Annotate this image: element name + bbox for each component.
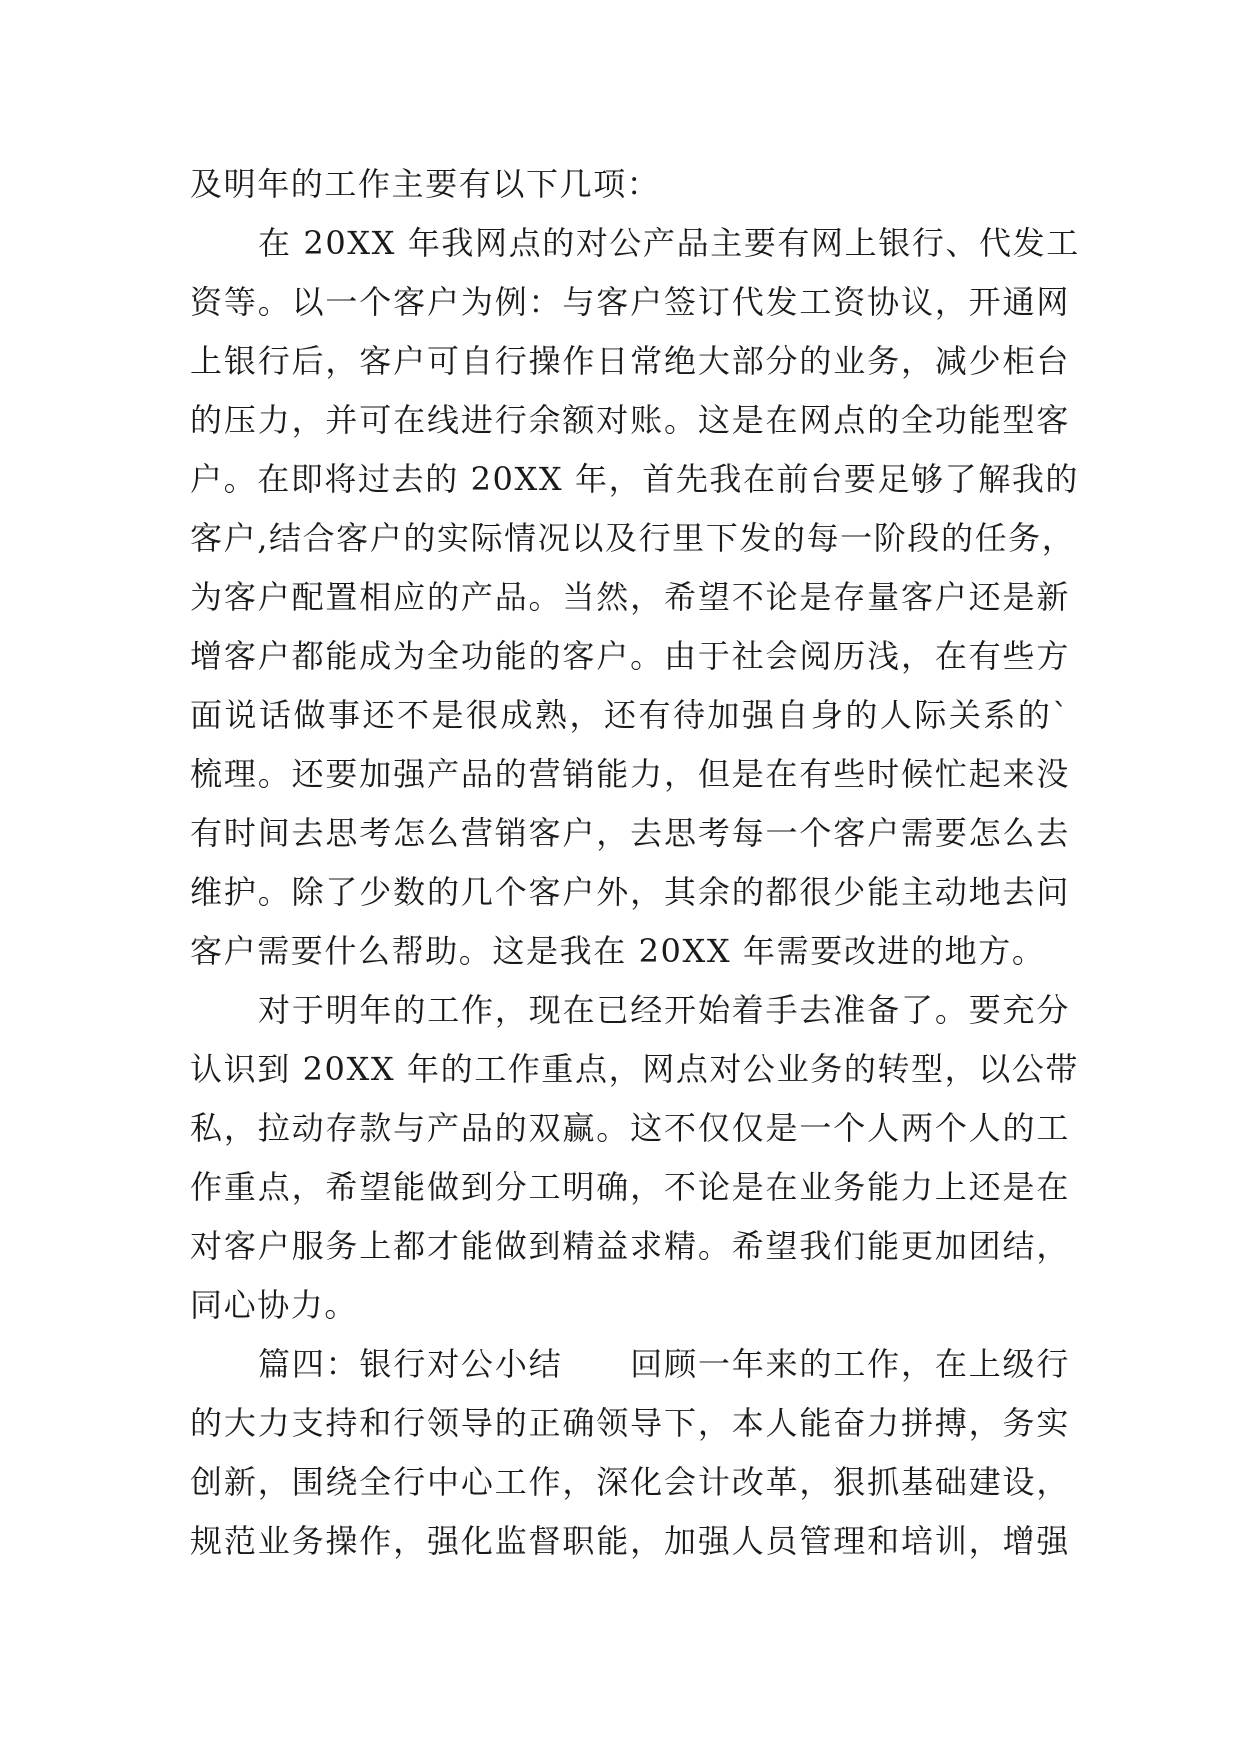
text-line: 上银行后，客户可自行操作日常绝大部分的业务，减少柜台 (190, 342, 1070, 380)
text-line: 认识到 20XX 年的工作重点，网点对公业务的转型，以公带 (190, 1050, 1080, 1088)
text-line: 资等。以一个客户为例：与客户签订代发工资协议，开通网 (190, 283, 1070, 321)
text-line: 作重点，希望能做到分工明确，不论是在业务能力上还是在 (190, 1168, 1070, 1206)
text-line: 有时间去思考怎么营销客户，去思考每一个客户需要怎么去 (190, 814, 1070, 852)
text-line: 私，拉动存款与产品的双赢。这不仅仅是一个人两个人的工 (190, 1109, 1070, 1147)
text-line: 增客户都能成为全功能的客户。由于社会阅历浅，在有些方 (190, 637, 1070, 675)
text-line: 梳理。还要加强产品的营销能力，但是在有些时候忙起来没 (190, 755, 1070, 793)
text-line: 规范业务操作，强化监督职能，加强人员管理和培训，增强 (190, 1522, 1070, 1560)
text-line: 客户,结合客户的实际情况以及行里下发的每一阶段的任务， (190, 519, 1076, 557)
paragraph-start-line: 篇四：银行对公小结 回顾一年来的工作，在上级行 (258, 1345, 1070, 1383)
text-line: 维护。除了少数的几个客户外，其余的都很少能主动地去问 (190, 873, 1070, 911)
text-line: 的压力，并可在线进行余额对账。这是在网点的全功能型客 (190, 401, 1070, 439)
text-line: 创新，围绕全行中心工作，深化会计改革，狠抓基础建设， (190, 1463, 1070, 1501)
body-text (190, 155, 1080, 1571)
text-line: 面说话做事还不是很成熟，还有待加强自身的人际关系的` (190, 696, 1070, 734)
text-line: 户。在即将过去的 20XX 年，首先我在前台要足够了解我的 (190, 460, 1080, 498)
text-line: 及明年的工作主要有以下几项： (190, 165, 661, 203)
text-line: 为客户配置相应的产品。当然，希望不论是存量客户还是新 (190, 578, 1070, 616)
paragraph-start-line: 在 20XX 年我网点的对公产品主要有网上银行、代发工 (258, 224, 1080, 262)
text-line: 同心协力。 (190, 1286, 359, 1324)
paragraph-start-line: 对于明年的工作，现在已经开始着手去准备了。要充分 (258, 991, 1070, 1029)
text-line: 的大力支持和行领导的正确领导下，本人能奋力拼搏，务实 (190, 1404, 1070, 1442)
text-line: 对客户服务上都才能做到精益求精。希望我们能更加团结， (190, 1227, 1070, 1265)
text-line: 客户需要什么帮助。这是我在 20XX 年需要改进的地方。 (190, 932, 1046, 970)
